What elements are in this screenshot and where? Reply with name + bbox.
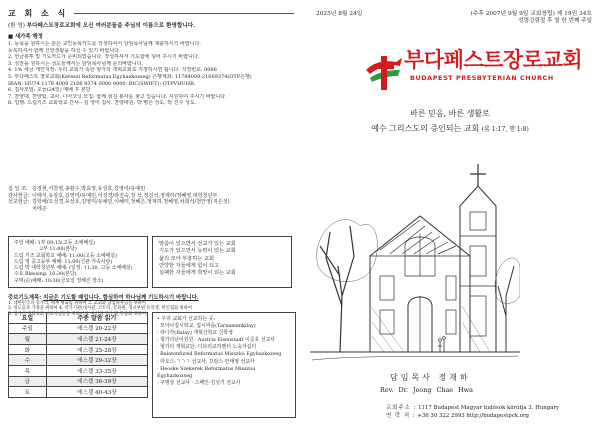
prayer-request-title: 지금은 기도할 때입니다. 합심하여 하나님께 기도하시기 바랍니다. — [43, 295, 199, 301]
vision-line: 말씀이 있으면서 선교가 있는 교회 — [159, 241, 236, 247]
table-row — [9, 334, 148, 345]
divider — [74, 13, 294, 14]
offering-names: 이태식,유상호,김영미/유예민,이성경/라진숙,장 석,정진석,정재하/정혜영,대학청년부 — [32, 192, 218, 199]
day-cell: 금 — [9, 376, 47, 387]
liturgical-week: 성령강림절 후 열 한 번째 주일 — [518, 18, 592, 24]
mission-support-box — [152, 312, 296, 418]
offering-label: 선교헌금: — [8, 199, 30, 206]
worship-schedule — [8, 236, 148, 288]
vision-line: 실패한 자들에게 희망이 되는 교회 — [159, 270, 236, 277]
prayer-item: 1. 대한민국과 헝가리, 세계 평화를 위하여 2. 교회와 담임목사님을 위하여 — [8, 301, 147, 306]
news-list — [8, 41, 294, 107]
prayer-item: 5. 헝가리 개혁교회 선교사님들을 위하여 6. 한인과 헝가 땅 복음화 위하여 — [8, 311, 147, 317]
day-cell: 월 — [9, 334, 47, 345]
news-item: 3. 성찬을 원하시는 성도들께서는 담임목사님께 문의바랍니다. — [8, 60, 144, 67]
offering-row — [8, 206, 296, 213]
offering-names: 치에곤 — [32, 206, 47, 213]
address-label: 교회주소 : — [386, 405, 417, 411]
news-item: 6. 집사모임: 오늘(24일) 예배 후 본당 — [8, 87, 91, 94]
info-boxes — [8, 236, 296, 288]
vision-line: 기도가 있으면서 능력이 있는 교회 — [159, 248, 236, 255]
weekly-reading-table — [8, 312, 148, 398]
right-page — [300, 0, 600, 424]
reading-cell: 에스겔 29-32장 — [46, 355, 147, 366]
reading-cell: 에스겔 20-22장 — [46, 323, 147, 334]
offering-row — [8, 186, 296, 193]
welcome-message — [8, 23, 294, 30]
mission-line: · 라오스-ㄱㄱㄱ 선교사, 프랑스-안태영 선교사 — [157, 358, 255, 365]
church-building-illustration — [310, 146, 520, 366]
mission-line: · 모아나집시학교, 집시마을(Tarnamenkilay) — [157, 323, 256, 330]
table-row — [9, 365, 148, 376]
schedule-line: 드림 영 중고등부 예배: 11:00(신관 가속사랑) — [14, 258, 113, 265]
news-item: 1. 등록을 원하시는 분은 교인등록카드를 작성하셔서 담임목사님께 제출하시기 바랍니다. — [8, 41, 201, 47]
news-item: 5. 부다페스트 장로교회(Kereszi Reformatus Egyhazkozseg) 은행계좌: 11784009-21669374(OTP은행) — [8, 73, 252, 80]
mission-line: · 라디카(Balay) 개혁신학교 신학생 — [157, 330, 233, 337]
vision-line: 연약한 자들에게 힘이 되고 — [159, 262, 220, 269]
mission-line: · 헝가리난이원원 · Austria Eisenstadt 이준호 선교사 — [157, 337, 276, 344]
address-value: 1117 Budapest Magyar tudósok körútja 3. Hungary — [418, 405, 560, 411]
schedule-line: 2부 11:00(본당) — [40, 246, 77, 253]
welcome-prefix: (환 영) — [8, 23, 25, 29]
news-item: 2. 헌금봉투 및 기도카드가 준비되었습니다. 작성하셔서 기도함에 넣어 주시기 바랍니다. — [8, 54, 200, 61]
contact-value: +36 30 322 2993 http://budapestpck.org — [417, 413, 529, 419]
day-cell: 수 — [9, 355, 47, 366]
offering-names: 김학배/오성경,유상호,김영미/유예민,이혜미,정혜은,정재하,정혜영,차희석/천안영(지은성) — [32, 199, 230, 206]
reading-cell: 에스겔 33-35장 — [46, 365, 147, 376]
prayer-request-header — [8, 293, 296, 301]
reading-cell: 에스겔 40-43장 — [46, 387, 147, 398]
contact-line — [386, 412, 596, 420]
mission-line: · Balatonfured Reformatus Misszioi Egyhazkozseg — [157, 351, 282, 358]
offering-label: 십 일 조: — [8, 186, 28, 192]
reading-cell: 에스겔 21-24장 — [46, 334, 147, 345]
table-row — [9, 387, 148, 398]
day-cell: 토 — [9, 387, 47, 398]
theme-reference: (롬 1:17, 행 1:8) — [481, 126, 529, 133]
schedule-line: 주일 예배: 1부 09:15(고등 소예배실) — [14, 240, 95, 246]
schedule-line: 드림 키즈 교회학교 예배: 11:00(고등 소예배실) — [14, 252, 117, 259]
column-header: 요일 — [9, 313, 47, 324]
prayer-request-label: 중보기도제목: — [8, 295, 42, 301]
section-label: ■ 새가족 행정 — [8, 34, 43, 40]
news-header — [8, 6, 294, 20]
offering-row — [8, 199, 296, 206]
reading-cell: 에스겔 36-39장 — [46, 376, 147, 387]
table-row — [9, 344, 148, 355]
church-name: 부다페스트장로교회 — [404, 48, 583, 72]
church-motto: 바른 믿음, 바른 생활로 — [410, 109, 490, 118]
pastor-name-english: Rev. Dr. Jeong Chae Hwa — [380, 386, 473, 394]
vision-line: 삶의 모아 부흥하는 교회 — [159, 255, 215, 262]
offering-list — [8, 186, 296, 213]
table-row — [9, 323, 148, 334]
mission-line: · Heoske Szekerek Reformatus Misszioi Egyhazkozseg — [157, 365, 256, 379]
church-vision-box — [152, 236, 292, 288]
offering-label: 감사헌금: — [8, 192, 30, 199]
offering-label — [8, 206, 32, 213]
contact-label: 연 락 처 : — [386, 413, 416, 419]
issue-date: 2025년 8월 24일 — [316, 11, 363, 17]
column-header: 주중 말씀 읽기 — [46, 313, 147, 324]
table-header-row — [9, 313, 148, 324]
offering-names: 김정현,서찬영,송할수,박효정,유상호,김영미/유예민 — [32, 186, 146, 192]
theme-text: 예수 그리스도의 증인되는 교회 — [371, 124, 480, 133]
news-item: 8. 업행: 드림키즈 교회학교 간사-- 김 영미 집사. 찬양대원: 박 병은 성도, 박 진수 성도. — [8, 100, 197, 107]
prayer-item: 3. 성도들과 가정을 위하여 4. 약가기관(대사관, 코트라, 문화원, 정시부원 유학생, 한인협회 위하여 — [8, 306, 192, 312]
day-cell: 화 — [9, 344, 47, 355]
welcome-text: 부다페스트장로교회에 오신 여러분들을 주님의 이름으로 환영합니다. — [26, 23, 196, 29]
church-logo — [362, 42, 598, 96]
address-line — [386, 404, 596, 412]
day-cell: 목 — [9, 365, 47, 376]
mission-line: · 헝가리 개혁교단, 디브리교하멘터 노숙자쉼터 — [157, 344, 257, 351]
church-theme — [300, 123, 600, 134]
schedule-line: 수요 Blessing: 10:30(본당) — [14, 271, 77, 278]
mission-line: • 우리 교회가 선교하는 곳: — [157, 316, 215, 322]
day-cell: 주일 — [9, 323, 47, 334]
news-item: 7. 찬양대, 찬양팀, 교사, 디아코닝 모집: 함께 섬김 봉사를 찾고 있습니다. 지원하여 주시기 바랍니다. — [8, 93, 227, 100]
schedule-line: 구역(순)예배: 10:30(금요일 정해진 장소) — [14, 277, 104, 284]
news-item: 등록하셔서 함께 신앙생활을 하실 수 있기 바랍니다. — [8, 47, 121, 54]
cross-logo-icon — [362, 48, 406, 92]
mission-line: · 구명상 선교사 · 스페인-김성기 선교사 — [157, 379, 241, 386]
news-title: 교 회 소 식 — [8, 7, 69, 18]
news-item: 4. 1% 세금 개인지정: 우리 교회가 속한 헝가리 개혁교회로 지정하시면 됩니다. 지정번호: 0066 — [8, 67, 217, 74]
reading-cell: 에스겔 25-28장 — [46, 344, 147, 355]
news-item: IBAN: HU74 1178 4009 2166 9374 0000 0000, BIC(SWIFT): OTPVHUHB. — [8, 80, 196, 87]
issue-founding: (주후 2007년 9월 9일 교회창립) 제 19권 34호 — [470, 11, 592, 17]
church-name-english: BUDAPEST PRESBYTERIAN CHURCH — [410, 74, 554, 82]
table-row — [9, 355, 148, 366]
church-contact — [386, 404, 596, 420]
table-row — [9, 376, 148, 387]
schedule-line: 드림 박 대학청년부 예배: (일정, 11:30, 고등 소예배실) — [14, 265, 133, 272]
pastor-name-korean: 담임목사 정재하 — [390, 373, 471, 382]
